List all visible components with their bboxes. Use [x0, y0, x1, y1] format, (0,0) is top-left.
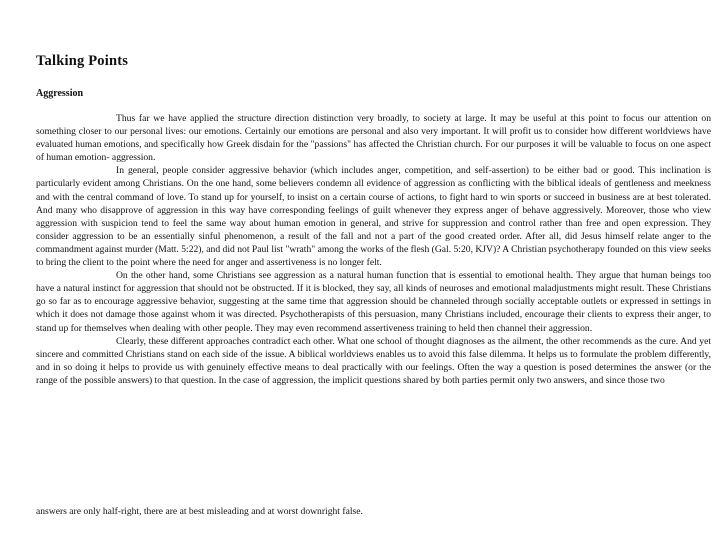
- section-heading: Aggression: [36, 88, 84, 99]
- paragraph: In general, people consider aggressive behavior (which includes anger, competition, and self-assertion) to be either bad or good. This inclination is particularly evident among Christians. On the one hand, some believers condemn all evidence of aggression as conflicting with the biblical ideals of gentleness and meekness and with the central command of love. To stand up for yourself, to insist on a certain course of actions, to fight hard to win sports or succeed in business are at best tolerated. And many who disapprove of aggression in this way have corresponding feelings of guilt whenever they express anger of behave aggressively. Moreover, those who view aggression with suspicion tend to feel the same way about human emotion in general, and strive for suppression and control rather than free and open expression. They consider aggression to be an essentially sinful phenomenon, a result of the fall and not a part of the good created order. After all, did Jesus himself relate anger to the commandment against murder (Matt. 5:22), and did not Paul list "wrath" among the works of the flesh (Gal. 5:20, KJV)? A Christian psychotherapy founded on this view seeks to bring the client to the point where the need for anger and assertiveness is no longer felt.: [36, 165, 711, 269]
- paragraph: On the other hand, some Christians see aggression as a natural human function that is essential to emotional health. They argue that human beings too have a natural instinct for aggression that should not be obstructed. If it is blocked, they say, all kinds of neuroses and emotional maladjustments might result. These Christians go so far as to encourage aggressive behavior, suggesting at the same time that aggression should be channeled through socially acceptable outlets or expressed in settings in which it does not damage those against whom it was directed. Psychotherapists of this persuasion, many Christians included, encourage their clients to express their anger, to stand up for themselves when dealing with other people. They may even recommend assertiveness training to held then channel their aggression.: [36, 270, 711, 334]
- paragraph: Clearly, these different approaches contradict each other. What one school of thought diagnoses as the ailment, the other recommends as the cure. And yet sincere and committed Christians stand on each side of the issue. A biblical worldviews enables us to avoid this false dilemma. It helps us to formulate the problem differently, and in so doing it helps to provide us with genuinely effective means to deal practically with our feelings. Often the way a question is posed determines the answer (or the range of the possible answers) to that question. In the case of aggression, the implicit questions shared by both parties permit only two answers, and since those two: [36, 335, 711, 386]
- document-title: Talking Points: [36, 53, 129, 69]
- closing-line: answers are only half-right, there are at best misleading and at worst downright false.: [36, 506, 363, 517]
- paragraph: Thus far we have applied the structure direction distinction very broadly, to society at large. It may be useful at this point to focus our attention on something closer to our personal lives: our emotions. Certainly our emotions are personal and also very important. It will profit us to consider how different worldviews have evaluated human emotions, and specifically how Greek disdain for the "passions" has affected the Christian church. For our purposes it will be valuable to focus on one aspect of human emotion- aggression.: [36, 113, 711, 164]
- body-text: [36, 112, 711, 387]
- document-page: [36, 0, 711, 540]
